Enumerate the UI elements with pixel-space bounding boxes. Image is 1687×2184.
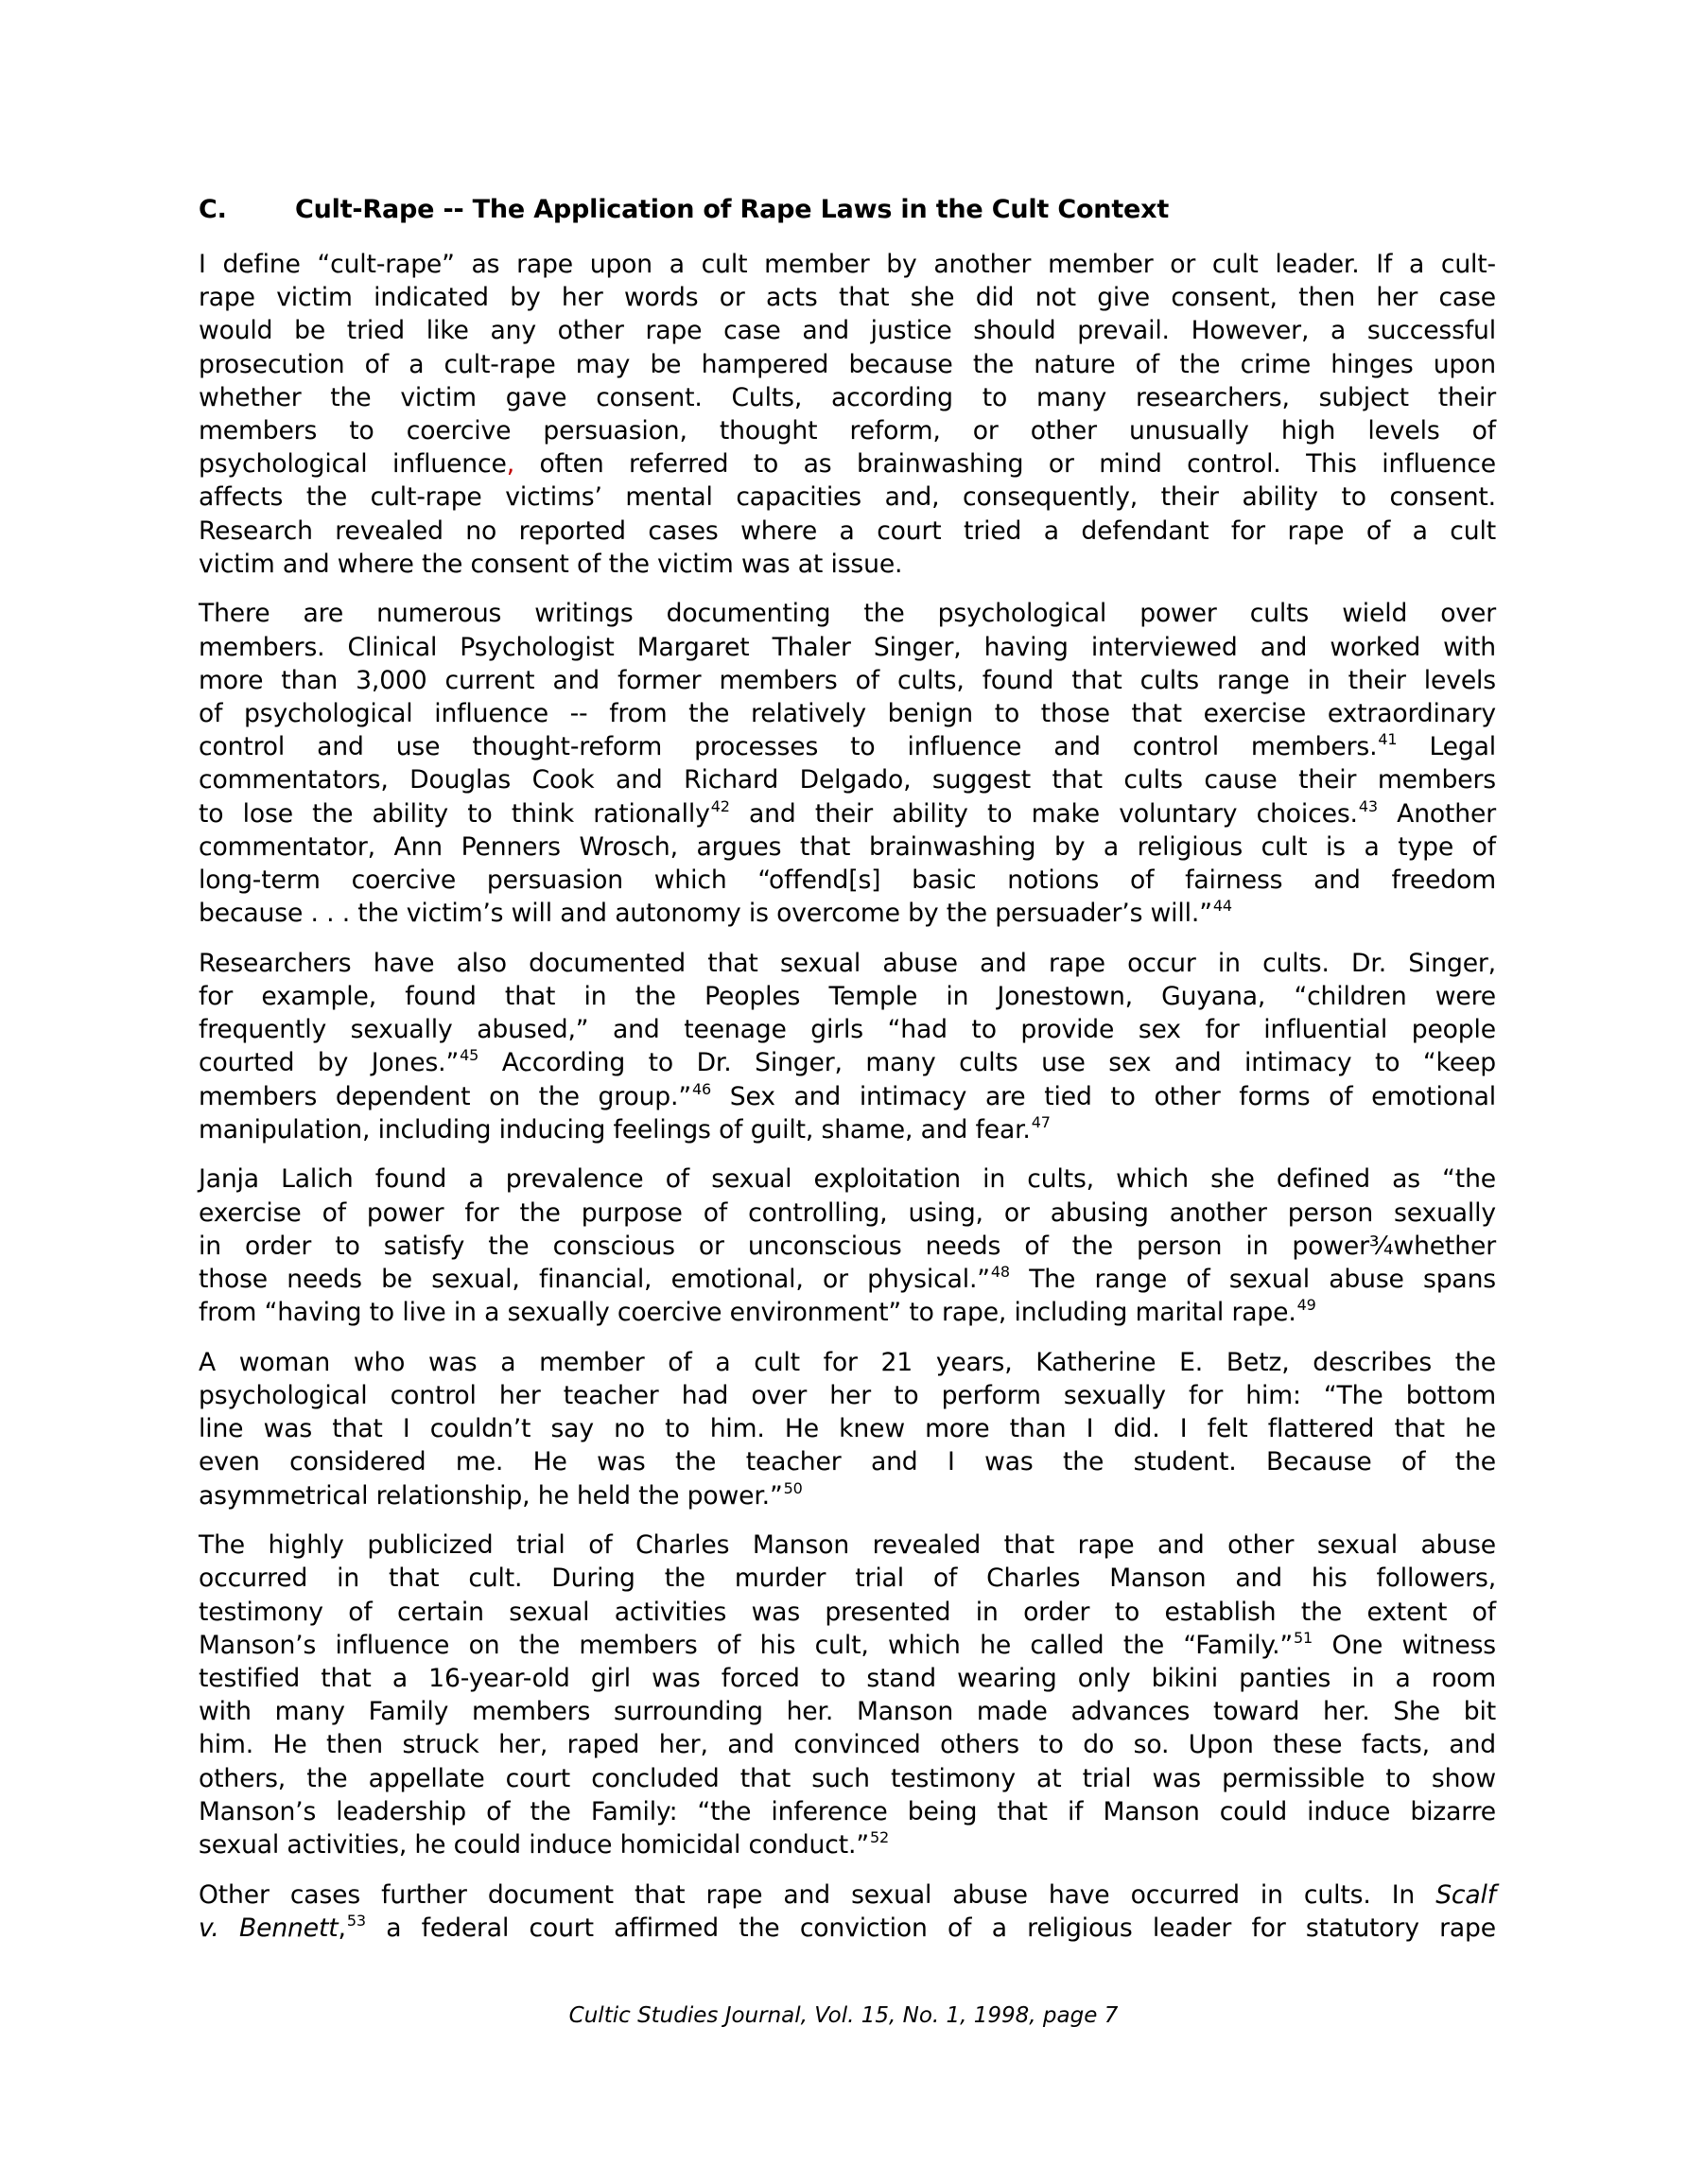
text-segment: Manson’s leadership of the Family: “the inference being that if Manson could induce bizarre [199,1796,1496,1826]
text-segment: Another [1377,798,1496,829]
text-line [199,1728,1496,1761]
text-segment: I define “cult-rape” as rape upon a cult member by another member or cult leader. If a cult- [199,250,1496,279]
text-line [199,864,1496,897]
text-segment: control and use thought-reform processes to influence and control members. [199,732,1378,762]
footnote-ref: 44 [1212,897,1232,916]
footnote-ref: 49 [1296,1296,1316,1315]
footnote-ref: 47 [1031,1112,1051,1131]
text-segment: because . . . the victim’s will and autonomy is overcome by the persuader’s will.” [199,899,1212,929]
footnote-ref: 48 [990,1262,1010,1281]
text-segment: members to coercive persuasion, thought reform, or other unusually high levels of [199,415,1496,446]
text-segment: others, the appellate court concluded that such testimony at trial was permissible to show [199,1763,1496,1793]
text-line [199,1296,1496,1329]
paragraph [199,1878,1496,1945]
text-segment: The range of sexual abuse spans [1009,1264,1496,1294]
text-line [199,548,1496,581]
text-line [199,480,1496,514]
text-segment: whether the victim gave consent. Cults, according to many researchers, subject their [199,382,1496,412]
text-segment: even considered me. He was the teacher and I was the student. Because of the [199,1447,1496,1477]
text-segment: more than 3,000 current and former members of cults, found that cults range in their levels [199,665,1496,695]
text-line [199,1795,1496,1828]
paragraph [199,248,1496,581]
text-segment: testimony of certain sexual activities was presented in order to establish the extent of [199,1597,1496,1627]
text-line [199,797,1496,830]
text-line [199,1346,1496,1379]
text-line [199,1230,1496,1263]
text-line [199,1197,1496,1230]
text-line [199,1629,1496,1662]
text-segment: frequently sexually abused,” and teenage girls “had to provide sex for influential people [199,1015,1496,1045]
text-segment: rape victim indicated by her words or acts that she did not give consent, then her case [199,283,1496,313]
text-segment: from “having to live in a sexually coercive environment” to rape, including marital rape. [199,1298,1296,1328]
text-segment: asymmetrical relationship, he held the power.” [199,1480,783,1511]
text-segment: Legal [1397,732,1496,762]
text-segment: , [338,1913,346,1943]
text-line [199,248,1496,281]
text-line [199,980,1496,1013]
footnote-ref: 51 [1294,1628,1313,1647]
text-segment: in order to satisfy the conscious or unconscious needs of the person in power¾whether [199,1231,1496,1261]
text-line [199,664,1496,697]
text-segment: manipulation, including inducing feelings of guilt, shame, and fear. [199,1114,1031,1144]
text-line [199,447,1496,480]
text-segment: commentator, Ann Penners Wrosch, argues that brainwashing by a religious cult is a type of [199,831,1496,862]
page-footer: Cultic Studies Journal, Vol. 15, No. 1, 1998, page 7 [568,2003,1119,2028]
text-line [199,348,1496,381]
text-segment: sexual activities, he could induce homicidal conduct.” [199,1829,869,1860]
text-segment: testified that a 16-year-old girl was forced to stand wearing only bikini panties in a room [199,1664,1496,1693]
text-line [199,597,1496,630]
text-line [199,697,1496,730]
footnote-ref: 53 [346,1911,366,1930]
text-line [199,897,1496,930]
text-line [199,1562,1496,1595]
text-line [199,1695,1496,1728]
text-line [199,631,1496,664]
text-segment: a federal court affirmed the conviction of a religious leader for statutory rape [365,1913,1496,1943]
section-title: Cult-Rape -- The Application of Rape Laws in the Cult Context [295,195,1170,224]
text-segment: occurred in that cult. During the murder trial of Charles Manson and his followers, [199,1564,1496,1594]
text-segment: long-term coercive persuasion which “offend[s] basic notions of fairness and freedom [199,865,1496,895]
text-line [199,1828,1496,1861]
text-line [199,1113,1496,1146]
case-name: Scalf [1435,1879,1496,1910]
text-segment: for example, found that in the Peoples Temple in Jonestown, Guyana, “children were [199,981,1496,1011]
footnote-ref: 52 [869,1827,890,1846]
text-segment: prosecution of a cult-rape may be hampered because the nature of the crime hinges upon [199,349,1496,379]
text-line [199,1379,1496,1412]
footnote-ref: 43 [1358,796,1378,815]
text-line [199,1762,1496,1795]
text-segment: psychological influence [199,449,507,480]
text-line [199,414,1496,447]
text-line [199,1162,1496,1196]
text-line [199,1596,1496,1629]
footnote-ref: 46 [691,1079,712,1098]
paragraph [199,597,1496,930]
text-line [199,1046,1496,1079]
text-segment: Research revealed no reported cases where a court tried a defendant for rape of a cult [199,515,1496,546]
paragraph [199,947,1496,1146]
text-segment: There are numerous writings documenting the psychological power cults wield over [199,599,1496,629]
text-line [199,314,1496,347]
text-segment: The highly publicized trial of Charles Manson revealed that rape and other sexual abuse [199,1530,1496,1561]
text-segment: often referred to as brainwashing or mind control. This influence [514,449,1496,480]
text-segment: victim and where the consent of the victim was at issue. [199,549,903,579]
text-line [199,763,1496,796]
text-segment: Sex and intimacy are tied to other forms of emotional [711,1081,1496,1111]
text-segment: One witness [1313,1630,1496,1660]
text-segment: According to Dr. Singer, many cults use sex and intimacy to “keep [478,1048,1497,1078]
footnote-ref: 42 [710,796,730,815]
text-segment: and their ability to make voluntary choices. [729,798,1358,829]
text-segment: Janja Lalich found a prevalence of sexual exploitation in cults, which she defined as “the [199,1164,1496,1195]
text-segment: with many Family members surrounding her. Manson made advances toward her. She bit [199,1697,1496,1727]
text-segment: would be tried like any other rape case and justice should prevail. However, a successful [199,316,1496,346]
footnote-ref: 50 [783,1478,803,1497]
text-segment: affects the cult-rape victims’ mental capacities and, consequently, their ability to consent. [199,482,1496,513]
footnote-ref: 41 [1378,730,1398,749]
text-line [199,381,1496,414]
text-segment: him. He then struck her, raped her, and convinced others to do so. Upon these facts, and [199,1730,1496,1760]
text-segment: to lose the ability to think rationally [199,798,710,829]
text-segment: Researchers have also documented that sexual abuse and rape occur in cults. Dr. Singer, [199,948,1496,978]
case-name: v. Bennett [199,1913,339,1943]
text-segment: psychological control her teacher had over her to perform sexually for him: “The bottom [199,1381,1496,1410]
text-line [199,281,1496,314]
text-line [199,830,1496,864]
text-segment: members. Clinical Psychologist Margaret Thaler Singer, having interviewed and worked with [199,632,1496,662]
text-line [199,1912,1496,1945]
paragraph [199,1162,1496,1329]
text-segment: Other cases further document that rape and sexual abuse have occurred in cults. In [199,1879,1436,1910]
text-line [199,1013,1496,1046]
section-number: C. [199,195,227,224]
text-segment: , [506,449,514,480]
text-segment: A woman who was a member of a cult for 21 years, Katherine E. Betz, describes the [199,1347,1496,1377]
text-segment: of psychological influence -- from the relatively benign to those that exercise extraordinary [199,698,1496,728]
footnote-ref: 45 [460,1046,479,1065]
text-segment: members dependent on the group.” [199,1081,691,1111]
text-line [199,1080,1496,1113]
text-segment: line was that I couldn’t say no to him. He knew more than I did. I felt flattered that he [199,1414,1496,1444]
text-line [199,1445,1496,1478]
text-segment: exercise of power for the purpose of controlling, using, or abusing another person sexually [199,1197,1496,1228]
text-line [199,515,1496,548]
text-line [199,1412,1496,1445]
text-line [199,1529,1496,1562]
text-line [199,1878,1496,1912]
text-segment: Manson’s influence on the members of his cult, which he called the “Family.” [199,1630,1294,1660]
paragraph [199,1346,1496,1512]
text-line [199,1479,1496,1512]
text-segment: those needs be sexual, financial, emotional, or physical.” [199,1264,990,1294]
text-line [199,1662,1496,1695]
text-segment: courted by Jones.” [199,1048,460,1078]
text-line [199,947,1496,980]
section-heading [199,195,1169,224]
paragraph [199,1529,1496,1861]
text-segment: commentators, Douglas Cook and Richard Delgado, suggest that cults cause their members [199,765,1496,795]
text-line [199,730,1496,763]
document-body [199,248,1496,1962]
text-line [199,1263,1496,1296]
